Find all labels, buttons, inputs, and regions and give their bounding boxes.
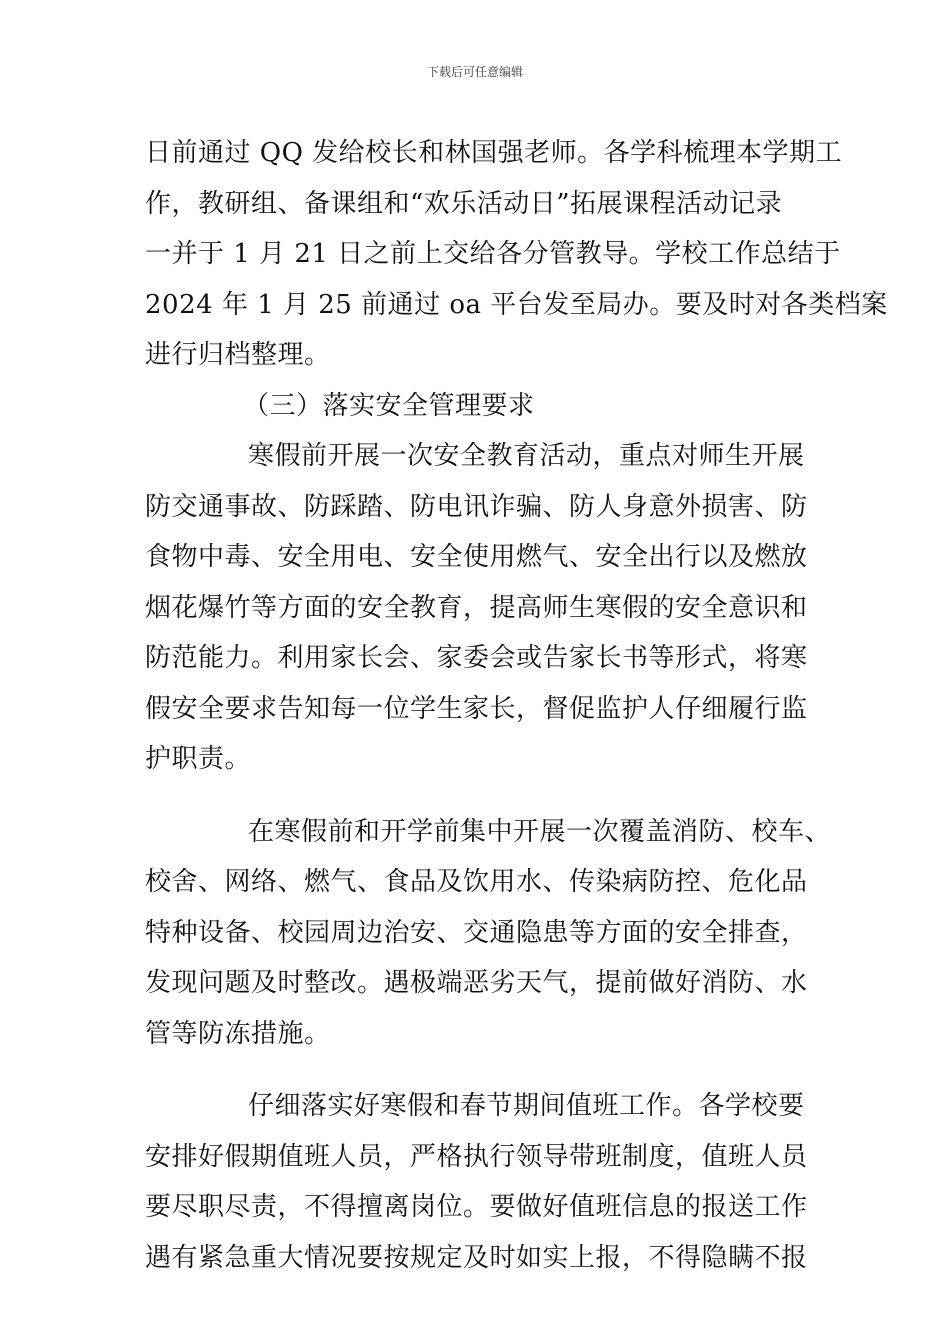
text-line: 安排好假期值班人员，严格执行领导带班制度，值班人员 [145, 1141, 808, 1172]
page-header: 下载后可任意编辑 [426, 65, 523, 79]
text-line: 食物中毒、安全用电、安全使用燃气、安全出行以及燃放 [145, 542, 808, 572]
text-line: 遇有紧急重大情况要按规定及时如实上报，不得隐瞒不报 [145, 1242, 808, 1273]
text-line: 进行归档整理。 [145, 340, 331, 370]
text-line: 假安全要求告知每一位学生家长，督促监护人仔细履行监 [145, 693, 808, 724]
paragraph-safety-education [145, 431, 810, 785]
text-line: 2024 年 1 月 25 前通过 oa 平台发至局办。要及时对各类档案 [145, 289, 888, 320]
text-line: 校舍、网络、燃气、食品及饮用水、传染病防控、危化品 [145, 867, 808, 897]
text-line: 要尽职尽责，不得擅离岗位。要做好值班信息的报送工作 [145, 1192, 808, 1222]
text-line: 管等防冻措施。 [145, 1018, 331, 1049]
text-line: 一并于 1 月 21 日之前上交给各分管教导。学校工作总结于 [145, 239, 841, 269]
text-line: 发现问题及时整改。遇极端恶劣天气，提前做好消防、水 [145, 968, 808, 998]
text-line: 防范能力。利用家长会、家委会或告家长书等形式，将寒 [145, 643, 808, 673]
text-line: 寒假前开展一次安全教育活动，重点对师生开展 [248, 441, 805, 471]
paragraph-safety-inspection [145, 807, 832, 1060]
text-line: 烟花爆竹等方面的安全教育，提高师生寒假的安全意识和 [145, 592, 808, 623]
text-line: 护职责。 [145, 744, 252, 774]
section-heading [145, 381, 810, 432]
paragraph-gap [145, 1059, 810, 1081]
section-heading-text: （三）落实安全管理要求 [243, 390, 535, 421]
paragraph-duty-arrangements [145, 1081, 810, 1283]
text-line: 日前通过 QQ 发给校长和林国强老师。各学科梳理本学期工 [145, 138, 843, 168]
text-line: 防交通事故、防踩踏、防电讯诈骗、防人身意外损害、防 [145, 491, 808, 522]
paragraph-gap [145, 785, 810, 807]
text-line: 作，教研组、备课组和“欢乐活动日”拓展课程活动记录 [145, 188, 783, 219]
paragraph-continuation [145, 128, 888, 381]
document-body [145, 128, 888, 1283]
text-line: 仔细落实好寒假和春节期间值班工作。各学校要 [248, 1091, 805, 1121]
text-line: 特种设备、校园周边治安、交通隐患等方面的安全排查， [145, 917, 808, 948]
text-line: 在寒假前和开学前集中开展一次覆盖消防、校车、 [248, 816, 832, 847]
